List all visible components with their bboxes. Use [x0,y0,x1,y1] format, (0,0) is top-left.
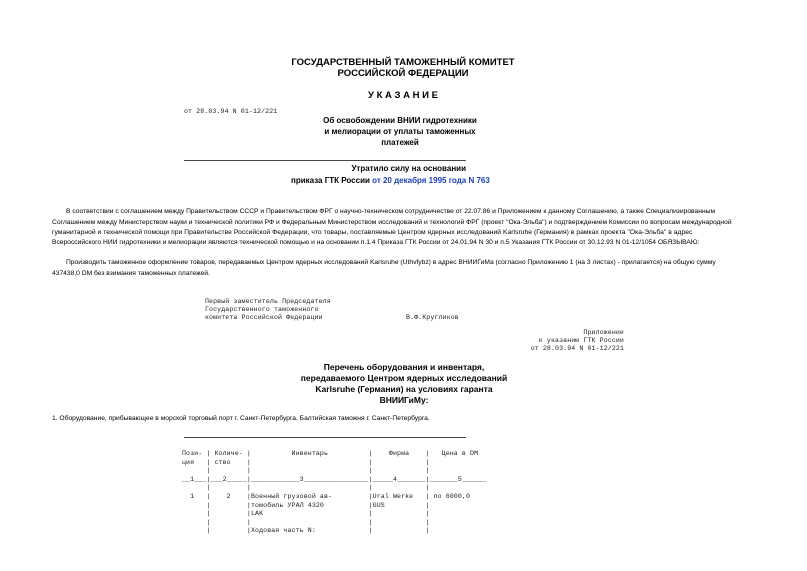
date-number: от 28.03.94 N 01-12/221 [184,108,278,115]
signature-title-2: Государственного таможенного [205,306,319,313]
table-row: 1 | 2 |Военный грузовой ав- |Ural Werke | по 6000,0 [182,492,471,500]
issuer-line-1: ГОСУДАРСТВЕННЫЙ ТАМОЖЕННЫЙ КОМИТЕТ [291,57,515,68]
table-row: | |LAK | | [182,510,430,518]
table-row: | |Ходовая часть N: | | [182,527,430,535]
status-line-1: Утратило силу на основании [351,164,466,173]
table-top-rule [184,437,466,438]
table-header-line: Пози- | Количе- | Инвентарь | Фирма | Цена в DM [182,450,479,457]
table-header-line: ция | ство | | | [182,458,430,466]
para1-line-4: Всероссийского НИИ гидротехники и мелиорации являются технической помощью и на основании п.1.4 Приказа ГТК России от 24.01.94 N 30 и п.5 Указания ГТК России от 30.12.93 N 01-12/1054 ОБЯЗЫВАЮ: [52,239,700,246]
subject-line-3: платежей [381,138,419,147]
equipment-table [182,450,486,536]
para2-line-2: 437438,0 DM без взимания таможенных платежей. [52,270,210,277]
para2-line-1: Производить таможенное оформление товаров, передаваемых Центром ядерных исследований Karlsruhe (Uthvfybz) в адрес ВНИИГиМа (согласно Приложению 1 (на 3 листах) - прилагается) на общую сумму [66,259,716,266]
subject-line-2: и мелиорации от уплаты таможенных [324,127,476,136]
divider-line [184,160,466,161]
appendix-ref-1: Приложение [583,329,624,336]
document-type: У К А З А Н И Е [368,90,438,101]
appendix-title-1: Перечень оборудования и инвентаря, [323,362,485,372]
subject-line-1: Об освобождении ВНИИ гидротехники [323,116,477,125]
table-header-line: | | | | [182,467,430,475]
para1-line-3: гуманитарной и технической помощи при Правительстве Российской Федерации, что товары, поставляемые Центром ядерных исследований Karlsruhe (Германия) в рамках проекта "Ока-Эльба" в адрес [52,229,693,236]
appendix-title-2: передаваемого Центром ядерных исследований [300,373,508,383]
signature-title-1: Первый заместитель Председателя [205,298,331,305]
repeal-order-link[interactable]: от 20 декабря 1995 года N 763 [372,176,490,185]
appendix-ref-3: от 28.03.94 N 01-12/221 [530,345,624,352]
signature-title-3: комитета Российской Федерации [205,314,323,321]
status-prefix: приказа ГТК России [291,176,373,185]
issuer-line-2: РОССИЙСКОЙ ФЕДЕРАЦИИ [337,68,469,79]
signatory-name: В.Ф.Кругликов [406,314,459,321]
appendix-title-4: ВНИИГиМу: [379,395,429,405]
status-line-2 [291,175,490,186]
para1-line-2: Соглашением между Министерством науки и технической политики РФ и Федеральным Министерством исследований и технологий ФРГ (проект "Ока-Эльба") и подтверждением Комиссии по вопросам международной [52,219,732,226]
table-row: | | | | [182,484,430,492]
table-row: | |томобиль УРАЛ 4320 |GUS | [182,501,430,509]
table-row: | | | | [182,518,430,526]
para1-line-1: В соответствии с соглашением между Правительством СССР и Правительством ФРГ о научно-техническом сотрудничестве от 22.07.86 и Приложением к данному Соглашению, а также Специализированным [66,208,716,215]
section-1-heading: 1. Оборудование, прибывающее в морской торговый порт г. Санкт-Петербурга, Балтийская таможня г. Санкт-Петербурга. [52,415,430,422]
table-header-line: __1___|___2_____|____________3________________|_____4_______|_______5______ [182,475,487,483]
appendix-title-3: Karlsruhe (Германия) на условиях гаранта [315,384,493,394]
appendix-ref-2: к указанию ГТК России [538,337,624,344]
